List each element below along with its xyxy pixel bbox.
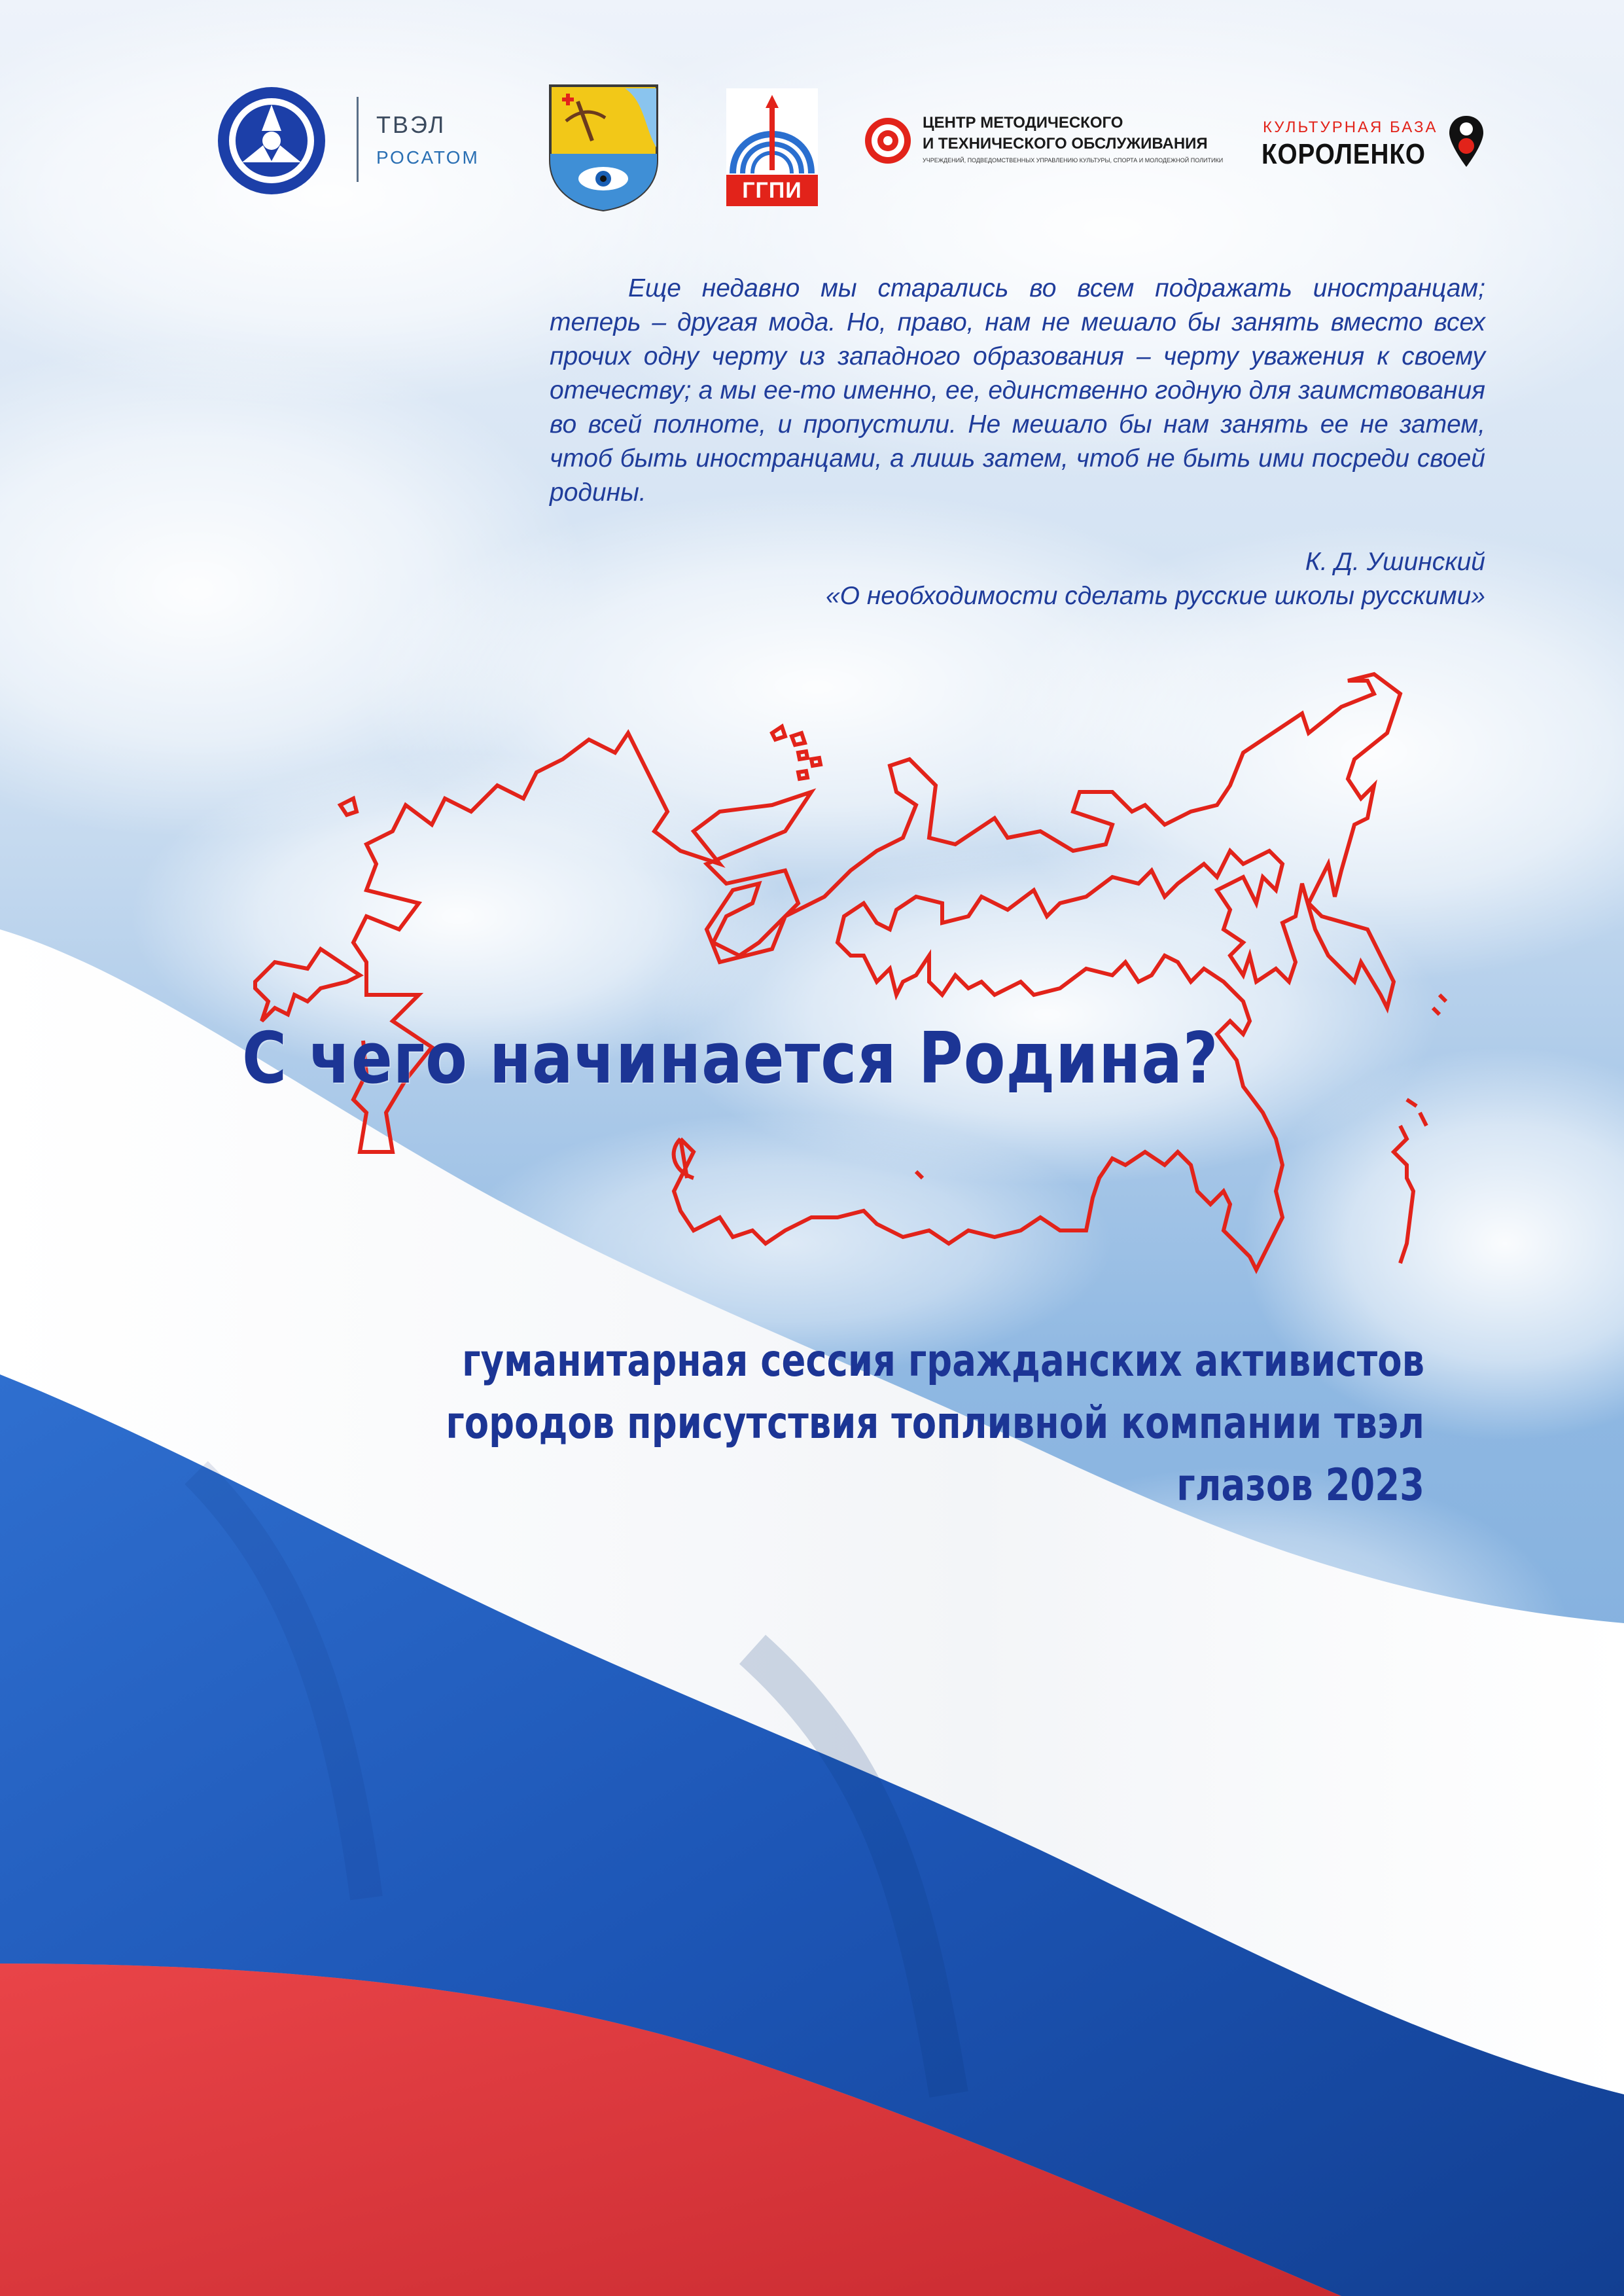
tvel-wordmark: ТВЭЛ (376, 111, 446, 138)
korolenko-caption: КУЛЬТУРНАЯ БАЗА (1263, 118, 1438, 136)
rosatom-atom-icon (216, 85, 327, 196)
subtitle-line-2: городов присутствия топливной компании твэл (446, 1397, 1425, 1449)
korolenko-logo (1262, 115, 1497, 187)
location-pin-icon (1448, 115, 1485, 170)
ggpi-logo (726, 88, 818, 206)
quote-source: «О необходимости сделать русские школы русскими» (825, 582, 1485, 610)
target-icon (864, 117, 912, 165)
ggpi-abbr: ГГПИ (726, 175, 818, 206)
epigraph-quote (550, 272, 1485, 510)
glazov-coat-of-arms-icon (546, 82, 661, 213)
subtitle-line-3: глазов 2023 (1176, 1460, 1424, 1511)
quote-author: К. Д. Ушинский (1305, 548, 1485, 576)
methodical-center-logo (864, 111, 1230, 183)
center-name-line3: УЧРЕЖДЕНИЙ, ПОДВЕДОМСТВЕННЫХ УПРАВЛЕНИЮ КУЛЬТУРЫ, СПОРТА И МОЛОДЕЖНОЙ ПОЛИТИКИ (923, 157, 1224, 164)
tvel-rosatom-logo (216, 85, 491, 203)
korolenko-wordmark: КОРОЛЕНКО (1262, 138, 1426, 170)
center-name-line1: ЦЕНТР МЕТОДИЧЕСКОГО (923, 114, 1123, 132)
rosatom-wordmark: РОСАТОМ (376, 147, 480, 168)
quote-text: Еще недавно мы старались во всем подражать иностранцам; теперь – другая мода. Но, право, нам не мешало бы занять вместо всех прочих одну черту из западного образования – черту уважения к своему отечеству; а мы ее-то именно, ее, единственно годную для заимствования во всей полноте, и пропустили. Не мешало бы нам занять ее не затем, чтоб быть иностранцами, а лишь затем, чтоб не быть ими посреди своей родины. (550, 274, 1485, 507)
main-title: С чего начинается Родина? (242, 1018, 1219, 1100)
subtitle-line-1: гуманитарная сессия гражданских активистов (462, 1335, 1424, 1387)
ggpi-emblem-icon (726, 88, 818, 177)
glazov-crest-logo (546, 82, 661, 213)
center-name-line2: И ТЕХНИЧЕСКОГО ОБСЛУЖИВАНИЯ (923, 135, 1208, 152)
logo-divider (357, 97, 359, 182)
